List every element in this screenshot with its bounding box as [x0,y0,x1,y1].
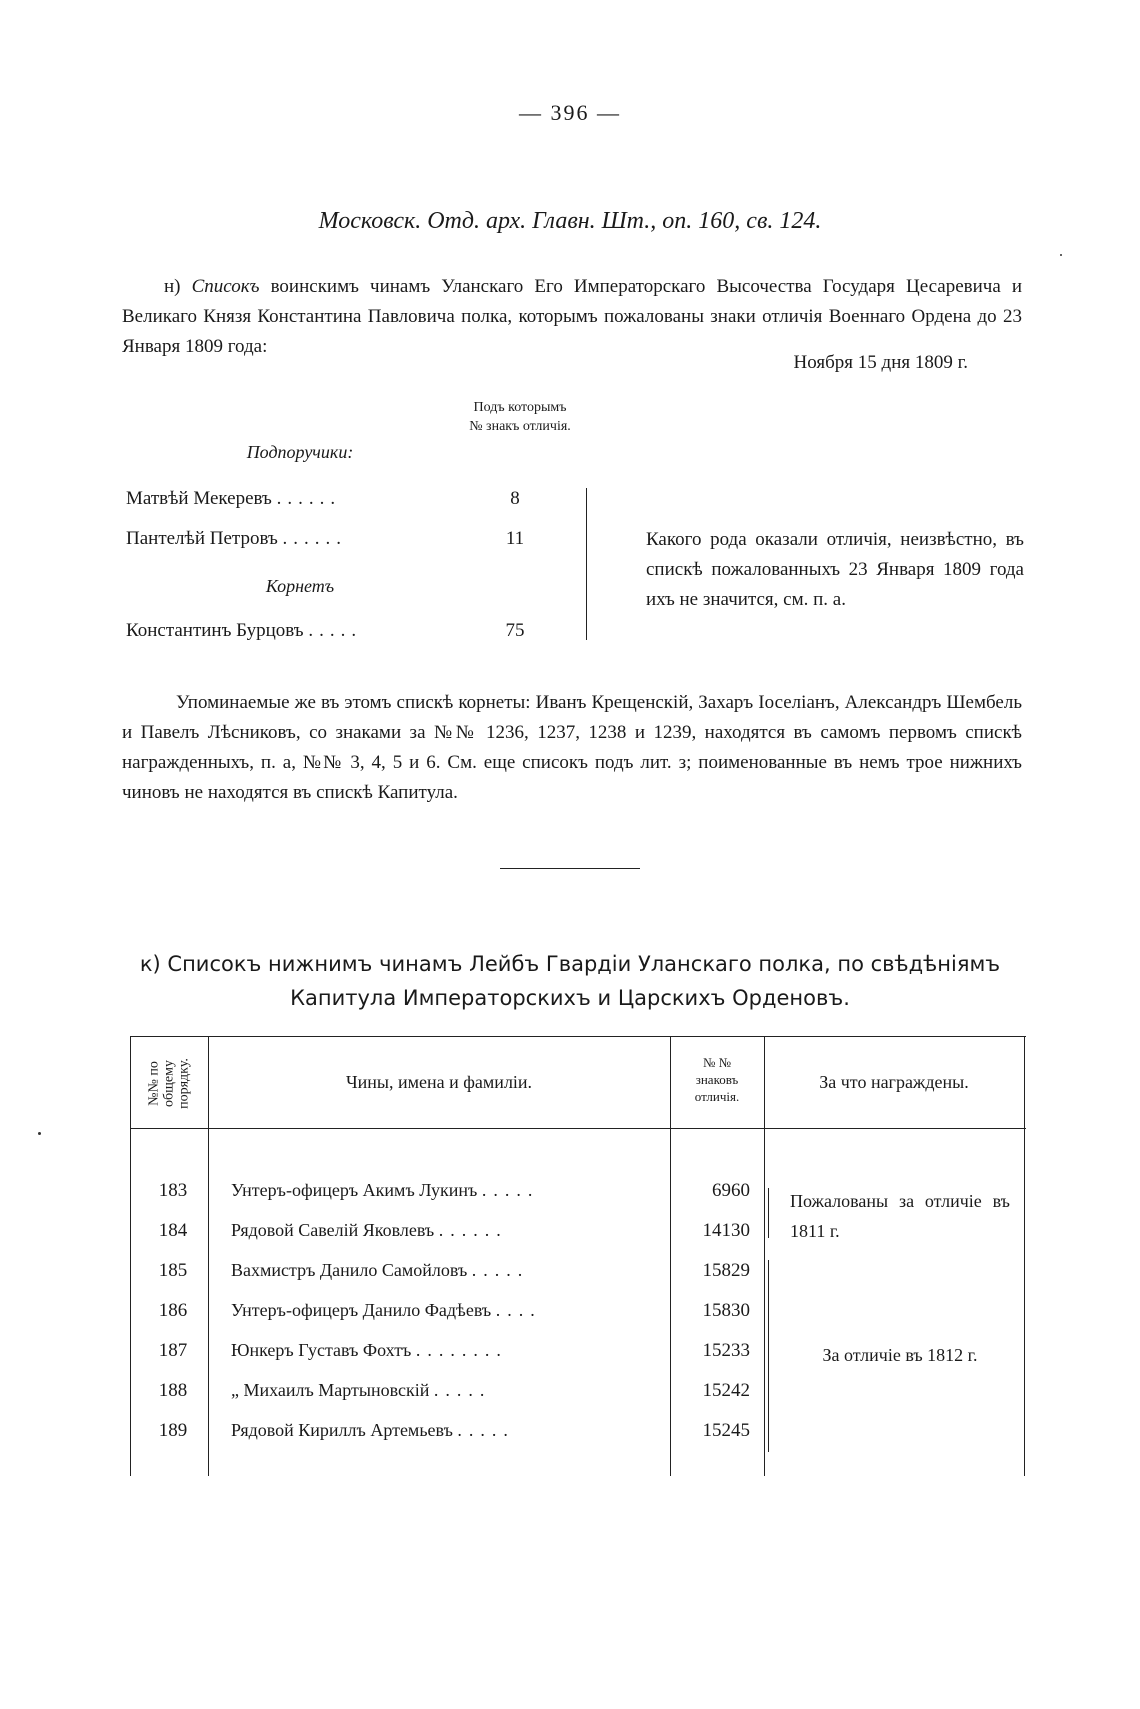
row-badge: 15242 [702,1380,750,1401]
person-badge-number: 8 [510,488,520,509]
scan-speck [38,1132,41,1135]
row-number: 185 [158,1260,188,1281]
row-number: 188 [158,1380,188,1401]
leader-dots: ..... [308,620,363,641]
table-border-left [130,1036,131,1476]
row-badge: 6960 [712,1180,750,1201]
person-name: Пантелѣй Петровъ [126,528,278,549]
table-col-divider [670,1036,671,1476]
section-n-intro [122,272,1022,362]
section-n-title: Списокъ [191,276,260,297]
person-badge-number: 11 [505,528,525,549]
leader-dots: ..... [457,1420,515,1440]
row-name: Унтеръ-офицеръ Акимъ Лукинъ [231,1180,478,1200]
badge-column-header-line1: Подъ которымъ [473,400,567,415]
table-row [231,1340,667,1361]
person-row [126,488,471,510]
row-badge: 14130 [702,1220,750,1241]
row-number: 183 [158,1180,188,1201]
table-row [231,1220,667,1241]
section-n-closing: Упоминаемые же въ этомъ спискѣ корнеты: Иванъ Крещенскій, Захаръ Іоселіанъ, Александръ Шембель и Павелъ Лѣсниковъ, со знаками за №№ 1236, 1237, 1238 и 1239, находятся въ самомъ первомъ спискѣ награжденныхъ, п. а, №№ 3, 4, 5 и 6. См. еще списокъ подъ лит. з; поименованные въ немъ трое нижнихъ чиновъ не находятся въ спискѣ Капитула. [122,692,1022,803]
table-row [231,1380,667,1401]
row-name: Унтеръ-офицеръ Данило Фадѣевъ [231,1300,492,1320]
leader-dots: ...... [276,488,342,509]
row-badge: 15829 [702,1260,750,1281]
table-header-order-text: №№ по общему порядку. [146,1057,192,1109]
badge-column-header-line2: № знакъ отличія. [469,419,571,434]
table-col-divider [764,1036,765,1476]
award-reason-1812: За отличіе въ 1812 г. [822,1345,978,1365]
row-name: „ Михаилъ Мартыновскій [231,1380,430,1400]
table-header-badges-line1: № № [702,1055,732,1070]
table-row [231,1180,667,1201]
table-header-names: Чины, имена и фамиліи. [345,1072,533,1092]
table-header-rule [130,1128,1026,1129]
award-brace-1812 [768,1260,777,1452]
leader-dots: ..... [433,1380,492,1400]
archive-reference: Московск. Отд. арх. Главн. Шт., оп. 160, св. 124. [318,208,822,234]
table-header-order [132,1040,206,1126]
page-number: — 396 — [519,100,621,125]
row-name: Рядовой Кириллъ Артемьевъ [231,1420,453,1440]
scan-speck [1060,254,1062,256]
leader-dots: ..... [471,1260,530,1280]
badge-column-header [440,398,600,436]
table-header-badges-line2: знаковъ [695,1072,739,1087]
row-number: 184 [158,1220,188,1241]
table-header-reason: За что награждены. [819,1072,969,1092]
table-header-badges-line3: отличія. [694,1089,740,1104]
row-name: Рядовой Савелій Яковлевъ [231,1220,435,1240]
rank-cornet: Корнетъ [265,576,335,596]
row-name: Юнкеръ Густавъ Фохтъ [231,1340,412,1360]
person-name: Матвѣй Мекеревъ [126,488,272,509]
award-reason-1811: Пожалованы за отличіе въ 1811 г. [790,1191,1010,1241]
section-k-title-line2: Капитула Императорскихъ и Царскихъ Орденовъ. [290,986,850,1010]
leader-dots: ........ [415,1340,508,1360]
table-row [231,1260,667,1281]
section-n-note: Какого рода оказали отличія, неизвѣстно, въ спискѣ пожалованныхъ 23 Января 1809 года ихъ не значится, см. п. а. [646,529,1024,610]
section-k-title-line1: к) Списокъ нижнимъ чинамъ Лейбъ Гвардіи Уланскаго полка, по свѣдѣніямъ [139,952,1001,976]
awards-table [130,1036,1026,1477]
person-badge-number: 75 [505,620,525,641]
table-row [231,1420,667,1441]
section-divider [500,868,640,869]
row-name: Вахмистръ Данило Самойловъ [231,1260,468,1280]
person-row [126,528,471,550]
leader-dots: ...... [282,528,348,549]
section-n-date: Ноября 15 дня 1809 г. [793,352,968,373]
leader-dots: ...... [438,1220,508,1240]
person-name: Константинъ Бурцовъ [126,620,304,641]
row-number: 186 [158,1300,188,1321]
section-n-marker: н) [164,276,181,297]
row-badge: 15830 [702,1300,750,1321]
row-badge: 15233 [702,1340,750,1361]
award-brace-1811 [768,1188,777,1238]
table-header-badges [672,1054,762,1105]
row-number: 189 [158,1420,188,1441]
leader-dots: .... [495,1300,542,1320]
rank-lieutenants: Подпоручики: [246,442,354,462]
table-row [231,1300,667,1321]
section-n-intro-text: воинскимъ чинамъ Уланскаго Его Императорскаго Высочества Государя Цесаревича и Великаго Князя Константина Павловича полка, которымъ пожалованы знаки отличія Военнаго Ордена до 23 Января 1809 года: [122,276,1023,357]
grouping-bracket [586,488,597,640]
table-col-divider [208,1036,209,1476]
leader-dots: ..... [481,1180,540,1200]
table-border-right [1024,1036,1025,1476]
row-badge: 15245 [702,1420,750,1441]
row-number: 187 [158,1340,188,1361]
person-row [126,620,471,642]
